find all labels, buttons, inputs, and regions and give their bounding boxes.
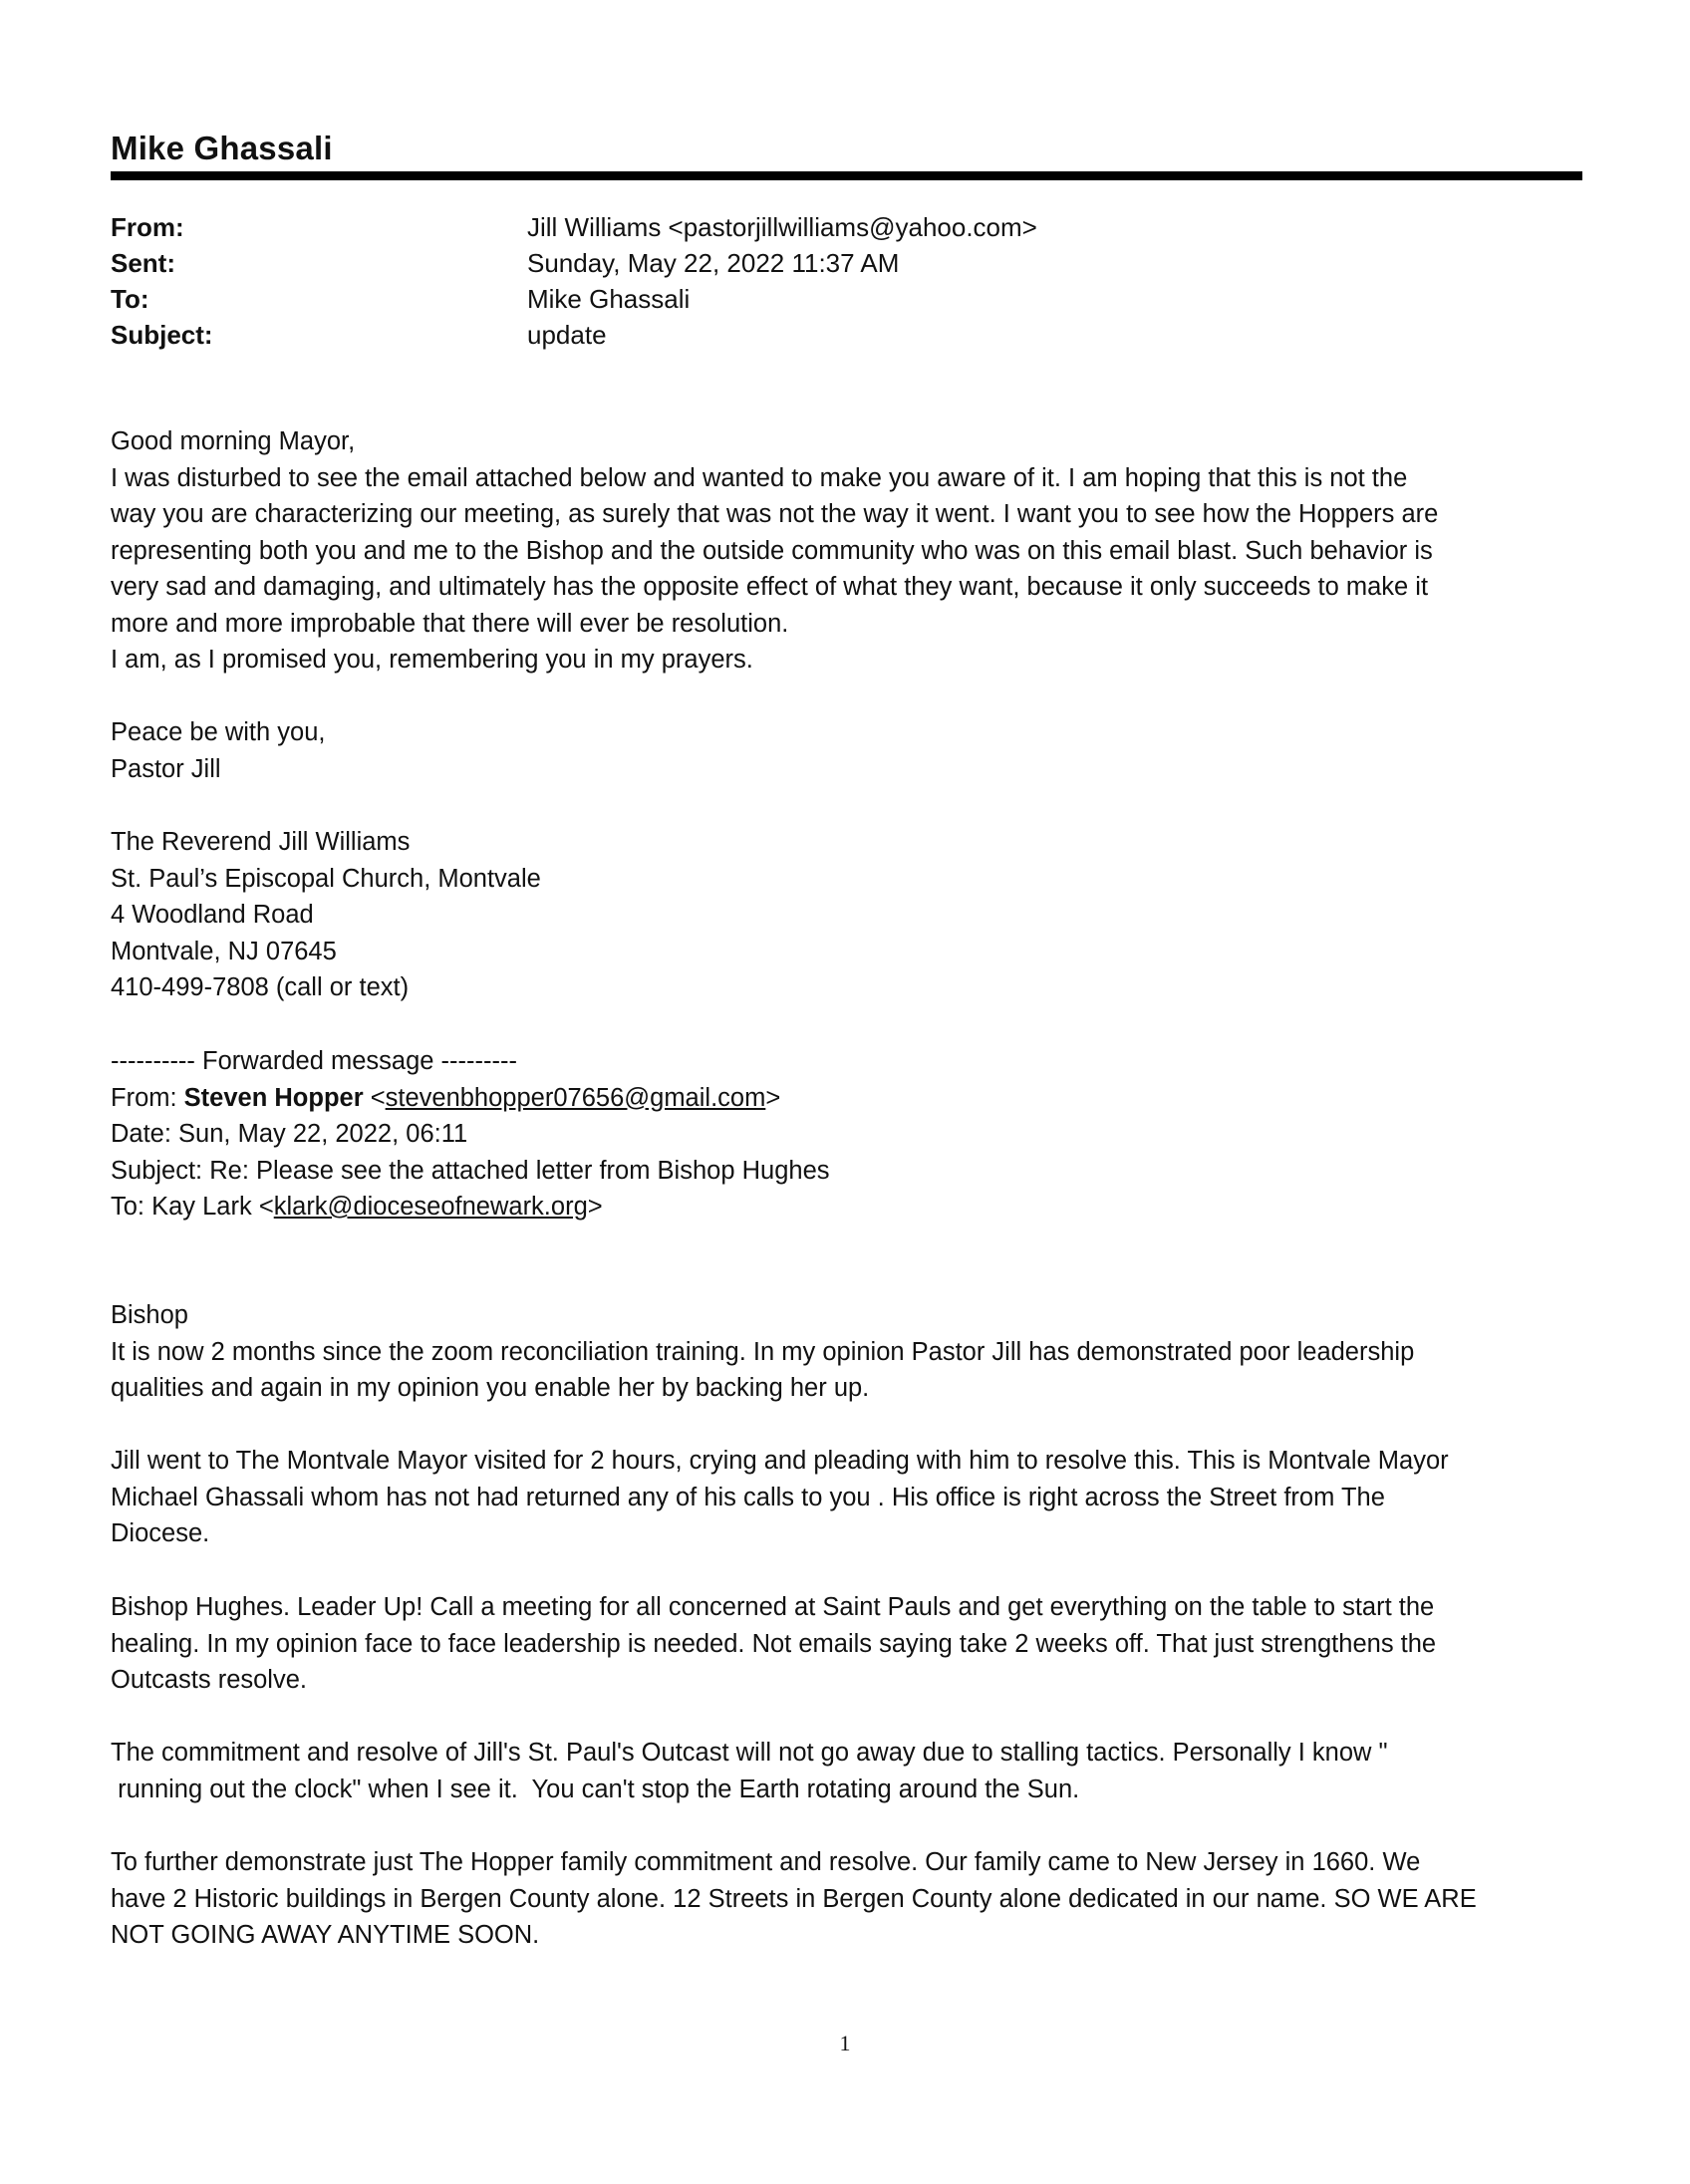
header-to-row bbox=[111, 281, 1582, 317]
forwarded-line: NOT GOING AWAY ANYTIME SOON. bbox=[111, 1921, 540, 1949]
forwarded-header bbox=[111, 1043, 1595, 1226]
forwarded-to-prefix: To: Kay Lark < bbox=[111, 1193, 274, 1221]
header-subject-row bbox=[111, 317, 1582, 353]
body-line: representing both you and me to the Bishop and the outside community who was on this email blast. Such behavior is bbox=[111, 536, 1433, 565]
forwarded-line: qualities and again in my opinion you enable her by backing her up. bbox=[111, 1374, 870, 1402]
page-number: 1 bbox=[839, 2031, 851, 2055]
header-divider bbox=[111, 171, 1582, 180]
forwarded-to bbox=[111, 1189, 1595, 1226]
signature-line: 410-499-7808 (call or text) bbox=[111, 973, 410, 1001]
closing: Peace be with you, bbox=[111, 718, 326, 746]
forwarded-to-suffix: > bbox=[587, 1193, 603, 1221]
forwarded-from-open: < bbox=[363, 1083, 386, 1112]
to-value: Mike Ghassali bbox=[527, 284, 691, 314]
signature-block bbox=[111, 824, 1595, 1006]
forwarded-sender-name: Steven Hopper bbox=[183, 1083, 364, 1112]
signature-line: Montvale, NJ 07645 bbox=[111, 937, 337, 965]
forwarded-line: It is now 2 months since the zoom reconciliation training. In my opinion Pastor Jill has demonstrated poor leadership bbox=[111, 1337, 1415, 1366]
sent-label: Sent: bbox=[111, 248, 175, 278]
body-line: very sad and damaging, and ultimately has the opposite effect of what they want, because it only succeeds to make it bbox=[111, 573, 1429, 601]
from-label: From: bbox=[111, 212, 184, 242]
forwarded-paragraph-2 bbox=[111, 1443, 1595, 1552]
forwarded-divider: ---------- Forwarded message --------- bbox=[111, 1047, 517, 1075]
forwarded-line: Bishop Hughes. Leader Up! Call a meeting for all concerned at Saint Pauls and get everything on the table to start the bbox=[111, 1593, 1435, 1621]
forwarded-line: healing. In my opinion face to face leadership is needed. Not emails saying take 2 weeks off. That just strengthens the bbox=[111, 1629, 1437, 1658]
subject-value: update bbox=[527, 320, 607, 350]
body-line: I was disturbed to see the email attached below and wanted to make you aware of it. I am hoping that this is not the bbox=[111, 463, 1408, 492]
body-line: more and more improbable that there will ever be resolution. bbox=[111, 609, 789, 638]
sender-email-link[interactable]: stevenbhopper07656@gmail.com bbox=[385, 1083, 766, 1112]
signature-line: 4 Woodland Road bbox=[111, 901, 314, 929]
to-label: To: bbox=[111, 284, 149, 314]
closing-block bbox=[111, 714, 1595, 787]
from-value: Jill Williams <pastorjillwilliams@yahoo.com> bbox=[527, 212, 1037, 242]
signature-line: St. Paul’s Episcopal Church, Montvale bbox=[111, 864, 541, 893]
forwarded-subject: Subject: Re: Please see the attached letter from Bishop Hughes bbox=[111, 1156, 830, 1185]
forwarded-paragraph-1 bbox=[111, 1297, 1595, 1407]
forwarded-paragraph-4 bbox=[111, 1735, 1595, 1807]
forwarded-line: running out the clock" when I see it. You can't stop the Earth rotating around the Sun. bbox=[111, 1774, 1080, 1803]
forwarded-paragraph-5 bbox=[111, 1844, 1595, 1954]
signature-line: The Reverend Jill Williams bbox=[111, 828, 411, 856]
forwarded-line: Outcasts resolve. bbox=[111, 1666, 307, 1694]
forwarded-date: Date: Sun, May 22, 2022, 06:11 bbox=[111, 1120, 468, 1148]
body-line: way you are characterizing our meeting, as surely that was not the way it went. I want you to see how the Hoppers are bbox=[111, 500, 1439, 528]
forwarded-line: Jill went to The Montvale Mayor visited for 2 hours, crying and pleading with him to resolve this. This is Montvale Mayor bbox=[111, 1447, 1449, 1475]
forwarded-line: The commitment and resolve of Jill's St. Paul's Outcast will not go away due to stalling tactics. Personally I know " bbox=[111, 1739, 1388, 1767]
closing-name: Pastor Jill bbox=[111, 754, 221, 783]
forwarded-line: To further demonstrate just The Hopper family commitment and resolve. Our family came to New Jersey in 1660. We bbox=[111, 1848, 1421, 1876]
forwarded-line: Michael Ghassali whom has not had returned any of his calls to you . His office is right across the Street from The bbox=[111, 1483, 1385, 1511]
forwarded-from-close: > bbox=[765, 1083, 781, 1112]
sent-value: Sunday, May 22, 2022 11:37 AM bbox=[527, 248, 900, 278]
forwarded-line: have 2 Historic buildings in Bergen County alone. 12 Streets in Bergen County alone dedicated in our name. SO WE ARE bbox=[111, 1884, 1477, 1913]
forwarded-from-prefix: From: bbox=[111, 1083, 184, 1112]
subject-label: Subject: bbox=[111, 320, 213, 350]
forwarded-paragraph-3 bbox=[111, 1589, 1595, 1699]
recipient-email-link[interactable]: klark@dioceseofnewark.org bbox=[273, 1193, 588, 1221]
forwarded-from bbox=[111, 1080, 1595, 1117]
header-sent-row bbox=[111, 245, 1582, 281]
forwarded-salutation: Bishop bbox=[111, 1301, 188, 1329]
forwarded-line: Diocese. bbox=[111, 1519, 210, 1547]
email-body bbox=[111, 423, 1595, 679]
mailbox-owner-name: Mike Ghassali bbox=[111, 130, 333, 166]
greeting: Good morning Mayor, bbox=[111, 427, 356, 455]
body-line: I am, as I promised you, remembering you in my prayers. bbox=[111, 646, 753, 674]
header-from-row bbox=[111, 209, 1582, 245]
